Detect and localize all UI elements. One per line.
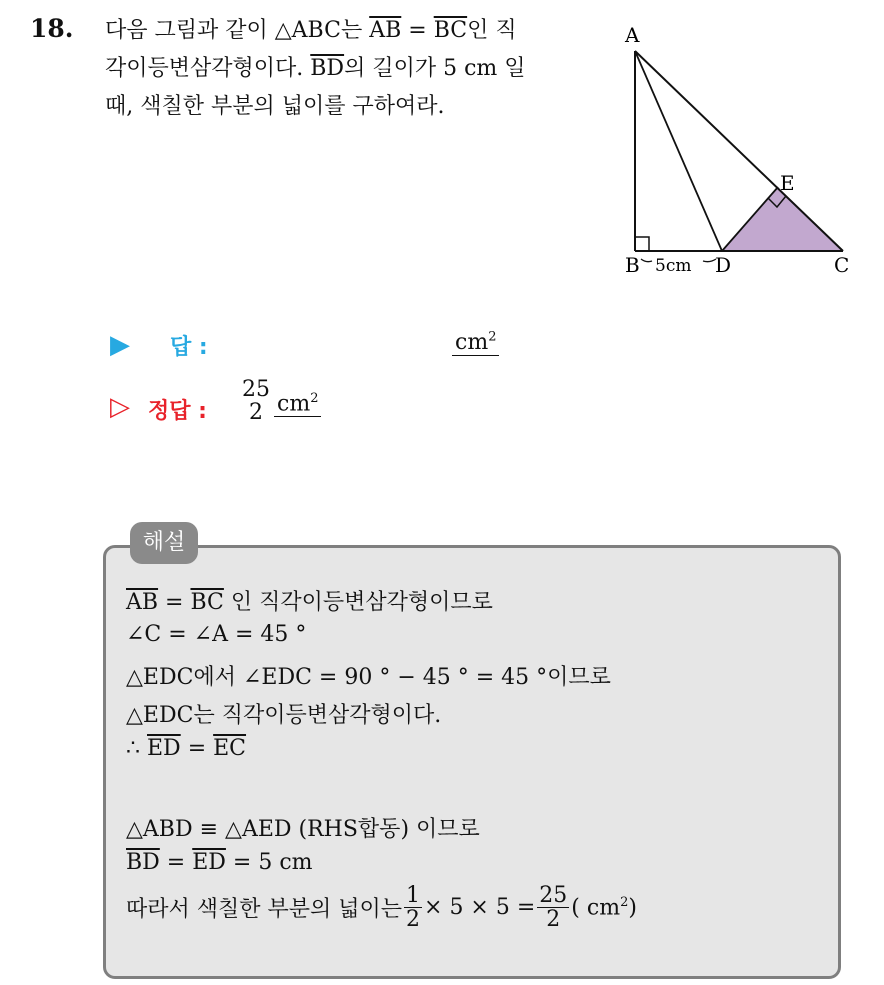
denominator: 2	[546, 907, 561, 933]
segment-bd: $\overline{BD}$	[126, 850, 160, 875]
answer-label	[170, 330, 208, 361]
question-text: 의 길이가 5 cm 일	[344, 56, 526, 81]
question-line-1	[105, 14, 517, 48]
segment-bc: $\overline{BC}$	[433, 18, 468, 43]
answer-label-text: 답 :	[170, 335, 208, 360]
explanation-line-1	[126, 585, 493, 616]
denominator: 2	[406, 907, 421, 933]
explanation-line-8	[126, 884, 637, 931]
numerator: 1	[406, 883, 421, 908]
correct-denominator: 2	[249, 400, 263, 426]
segment-bd: $\overline{BD}$	[310, 56, 345, 81]
explanation-line-4: △EDC는 직각이등변삼각형이다.	[126, 703, 442, 728]
label-a: A	[625, 23, 640, 47]
equals-sign: =	[180, 736, 214, 761]
question-number: 18.	[30, 14, 74, 43]
correct-numerator: 25	[242, 377, 270, 402]
explanation-text: = 5 cm	[225, 850, 313, 875]
explanation-line-2: ∠C = ∠A = 45 °	[126, 622, 307, 647]
explanation-line-5	[126, 736, 246, 761]
explanation-line-7	[126, 850, 313, 875]
equals-sign: =	[401, 18, 434, 43]
question-line-3: 때, 색칠한 부분의 넓이를 구하여라.	[105, 94, 445, 119]
correct-row	[110, 392, 130, 422]
explanation-line-3: △EDC에서 ∠EDC = 90 ° − 45 ° = 45 °이므로	[126, 665, 611, 690]
equals-sign: =	[158, 590, 191, 615]
play-triangle-icon: ▶	[110, 330, 130, 360]
explanation-text: × 5 × 5 =	[424, 895, 536, 921]
segment-ec: $\overline{EC}$	[213, 736, 247, 761]
correct-unit	[274, 391, 321, 417]
equals-sign: =	[159, 850, 193, 875]
segment-ab: $\overline{AB}$	[369, 18, 402, 43]
correct-answer	[238, 378, 321, 424]
unit-close: )	[628, 895, 637, 921]
answer-unit-text: cm	[455, 330, 489, 356]
label-bd-length: 5cm	[655, 256, 692, 276]
answer-unit-exp: 2	[488, 330, 497, 345]
correct-unit-text: cm	[277, 391, 311, 417]
segment-ed: $\overline{ED}$	[192, 850, 226, 875]
label-b: B	[625, 253, 640, 277]
question-line-2	[105, 52, 526, 86]
correct-label-text: 정답 :	[148, 399, 207, 424]
segment-ed: $\overline{ED}$	[147, 736, 181, 761]
result-unit	[571, 895, 637, 920]
explanation-text: 인 직각이등변삼각형이므로	[223, 590, 493, 615]
label-d: D	[715, 253, 732, 277]
triangle-figure	[600, 20, 870, 282]
outline-triangle-icon: ▷	[110, 392, 130, 422]
answer-unit	[452, 330, 499, 356]
explanation-line-6: △ABD ≡ △AED (RHS합동) 이므로	[126, 817, 480, 842]
correct-unit-exp: 2	[310, 390, 319, 406]
therefore-symbol: ∴	[126, 736, 147, 761]
fraction-result	[537, 884, 569, 931]
question-text: 다음 그림과 같이 △ABC는	[105, 18, 370, 43]
answer-row	[110, 330, 130, 360]
correct-label	[148, 394, 207, 425]
explanation-tag: 해설	[130, 522, 198, 564]
explanation-text: 따라서 색칠한 부분의 넓이는	[126, 897, 403, 923]
question-text: 인 직	[467, 18, 517, 43]
segment-ad	[635, 51, 722, 251]
fraction-half	[404, 884, 422, 931]
segment-bc: $\overline{BC}$	[190, 590, 224, 615]
answer-blank[interactable]	[452, 330, 499, 355]
unit-exp: 2	[620, 894, 629, 910]
brace-left	[641, 259, 652, 262]
segment-ab: $\overline{AB}$	[126, 590, 159, 615]
shaded-triangle-edc	[722, 187, 843, 251]
unit-text: ( cm	[571, 895, 621, 921]
label-e: E	[780, 171, 795, 195]
side-ac	[635, 51, 843, 251]
numerator: 25	[539, 883, 568, 908]
question-text: 각이등변삼각형이다.	[105, 56, 311, 81]
right-angle-b	[635, 237, 649, 251]
label-c: C	[834, 253, 850, 277]
correct-fraction	[240, 378, 272, 424]
